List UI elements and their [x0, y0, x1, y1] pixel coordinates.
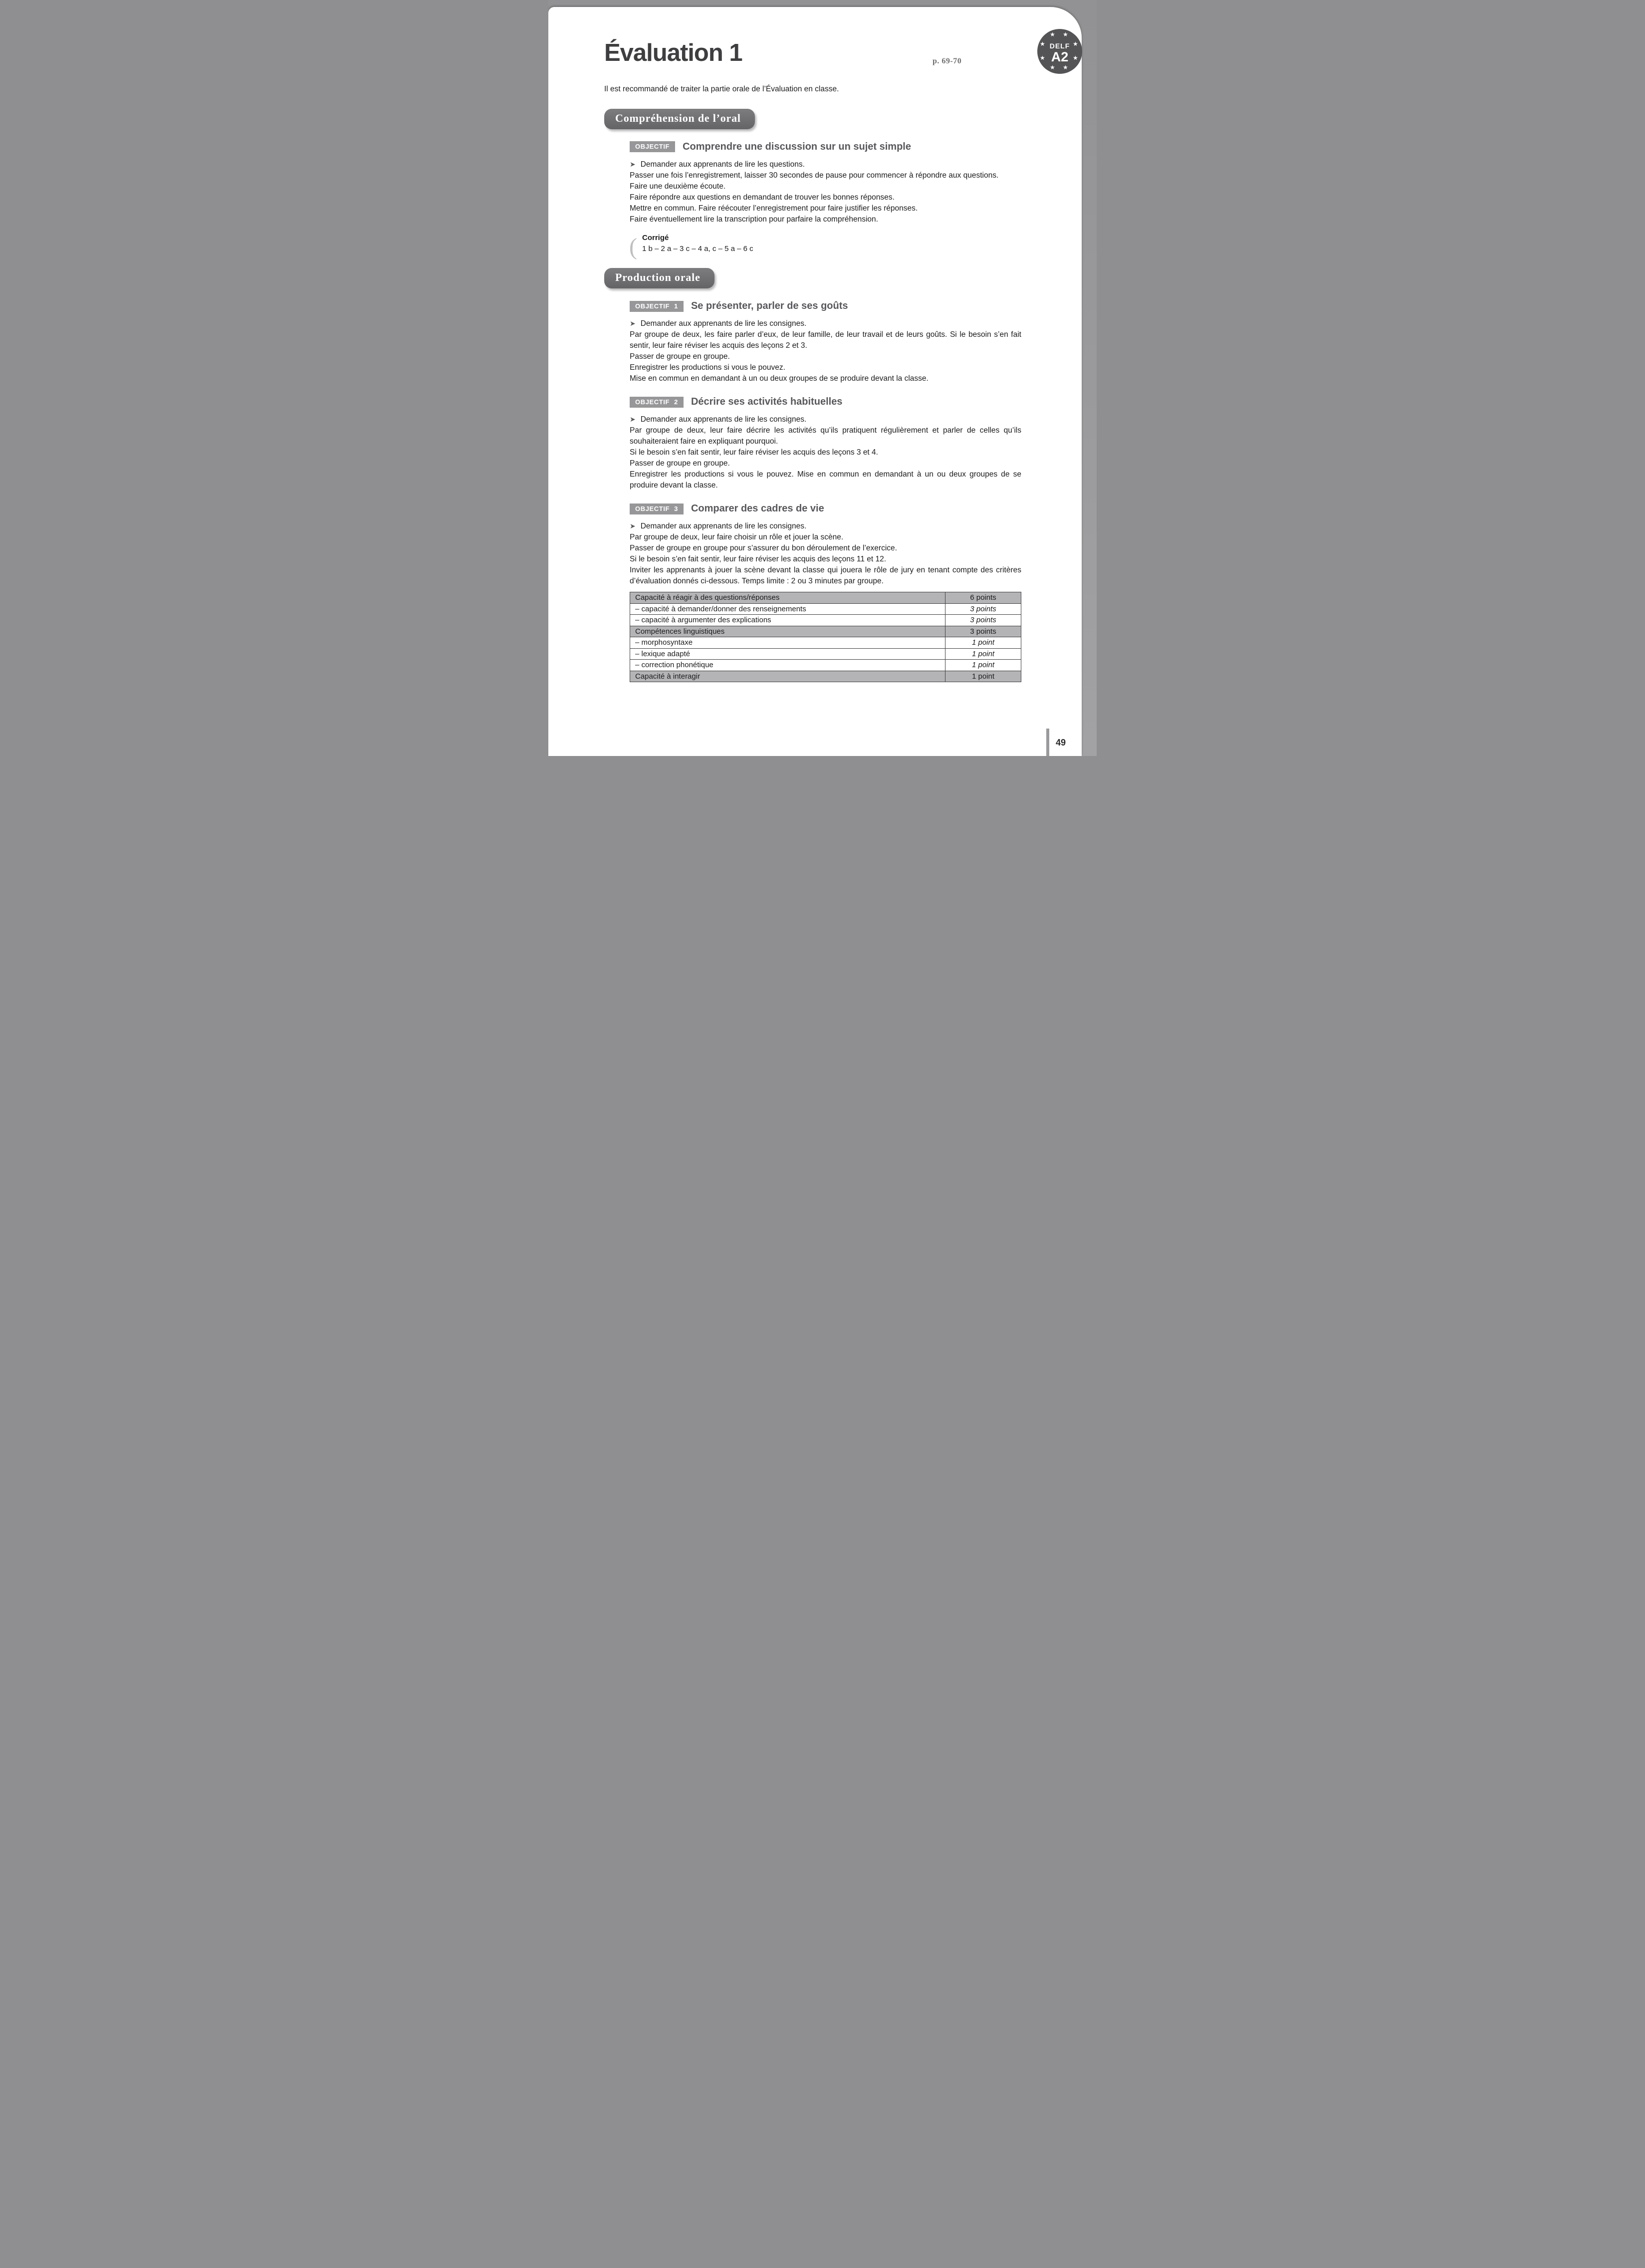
section-banner-production-orale: Production orale — [604, 268, 714, 288]
delf-badge-label: DELF — [1049, 42, 1070, 50]
star-icon: ★ — [1040, 54, 1045, 61]
points-cell: 1 point — [945, 671, 1021, 682]
objectif-title: Se présenter, parler de ses goûts — [691, 300, 848, 312]
points-cell: 3 points — [945, 626, 1021, 637]
objectif-badge — [630, 301, 684, 312]
arrow-bullet-icon: ➤ — [630, 319, 636, 328]
bullet-text: Demander aux apprenants de lire les consignes. — [640, 522, 807, 531]
objectif-badge-number: 1 — [674, 302, 678, 310]
table-row — [630, 615, 1021, 626]
objectif-badge — [630, 141, 675, 152]
bullet-text: Demander aux apprenants de lire les consignes. — [640, 319, 807, 328]
star-icon: ★ — [1063, 31, 1068, 38]
paragraph: Passer une fois l’enregistrement, laisser 30 secondes de pause pour commencer à répondre aux questions. — [630, 171, 999, 180]
page-number: 49 — [1055, 738, 1066, 748]
paragraph: Passer de groupe en groupe pour s’assurer du bon déroulement de l’exercice. — [630, 544, 897, 553]
bullet-line — [630, 521, 1021, 532]
objectif-heading-row — [630, 396, 1021, 408]
objectif-badge — [630, 397, 684, 408]
page-title: Évaluation 1 — [604, 39, 742, 66]
star-icon: ★ — [1073, 54, 1078, 61]
arrow-bullet-icon: ➤ — [630, 160, 636, 168]
delf-badge-level: A2 — [1051, 49, 1069, 64]
table-row — [630, 660, 1021, 671]
objectif-badge-label: OBJECTIF — [635, 143, 670, 151]
bullet-line — [630, 414, 1021, 425]
paragraph: Si le besoin s’en fait sentir, leur faire réviser les acquis des leçons 3 et 4. — [630, 448, 878, 457]
corrige-block — [629, 233, 1021, 260]
objectif-heading-row — [630, 300, 1021, 312]
star-icon: ★ — [1063, 64, 1068, 71]
delf-a2-badge — [1037, 29, 1082, 74]
paragraph: Passer de groupe en groupe. — [630, 352, 730, 361]
page-reference: p. 69-70 — [933, 57, 962, 65]
objectif-title: Comparer des cadres de vie — [691, 503, 824, 514]
star-icon: ★ — [1073, 40, 1078, 47]
criteria-label-cell: – correction phonétique — [630, 660, 945, 671]
bullet-text: Demander aux apprenants de lire les questions. — [640, 160, 805, 169]
objectif-badge-label: OBJECTIF — [635, 398, 670, 406]
objectif-badge-label: OBJECTIF — [635, 302, 670, 310]
section-banner-comprehension-orale: Compréhension de l’oral — [604, 109, 755, 129]
points-cell: 6 points — [945, 592, 1021, 604]
objectif-heading-row — [630, 503, 1021, 514]
bullet-line — [630, 318, 1021, 329]
criteria-label-cell: – morphosyntaxe — [630, 637, 945, 649]
paragraph: Faire répondre aux questions en demandant de trouver les bonnes réponses. — [630, 193, 895, 202]
evaluation-criteria-table — [630, 592, 1021, 682]
table-row — [630, 637, 1021, 649]
objectif-heading-row — [630, 141, 1021, 153]
arrow-bullet-icon: ➤ — [630, 522, 636, 530]
objectif-badge-label: OBJECTIF — [635, 504, 670, 512]
paragraph: Enregistrer les productions si vous le pouvez. Mise en commun en demandant à un ou deux groupes de se produire devant la classe. — [630, 470, 1021, 490]
corrige-paren-icon: ( — [629, 233, 637, 260]
table-row — [630, 603, 1021, 615]
paragraph: Faire une deuxième écoute. — [630, 182, 726, 191]
points-cell: 1 point — [945, 637, 1021, 649]
paragraph: Par groupe de deux, les faire parler d’eux, de leur famille, de leur travail et de leurs goûts. Si le besoin s’en fait sentir, leur faire réviser les acquis des leçons 2 et 3. — [630, 330, 1021, 350]
criteria-label-cell: Capacité à réagir à des questions/réponses — [630, 592, 945, 604]
arrow-bullet-icon: ➤ — [630, 415, 636, 424]
page-surface — [548, 7, 1082, 756]
bullet-line — [630, 159, 1021, 170]
corrige-answers: 1 b – 2 a – 3 c – 4 a, c – 5 a – 6 c — [642, 244, 753, 253]
paragraph: Par groupe de deux, leur faire décrire les activités qu’ils pratiquent régulièrement et parler de celles qu’ils souhaiteraient faire en expliquant pourquoi. — [630, 426, 1021, 446]
paragraph: Mettre en commun. Faire réécouter l’enregistrement pour faire justifier les réponses. — [630, 204, 918, 213]
paragraph: Si le besoin s’en fait sentir, leur faire réviser les acquis des leçons 11 et 12. — [630, 555, 887, 564]
star-icon: ★ — [1040, 40, 1045, 47]
corrige-label: Corrigé — [642, 233, 669, 242]
paragraph: Inviter les apprenants à jouer la scène devant la classe qui jouera le rôle de jury en tenant compte des critères d’évaluation donnés ci-dessous. Temps limite : 2 ou 3 minutes par groupe. — [630, 566, 1021, 586]
star-icon: ★ — [1050, 64, 1055, 71]
objectif-badge-number: 3 — [674, 504, 678, 512]
objectif-title: Décrire ses activités habituelles — [691, 396, 843, 408]
criteria-label-cell: – lexique adapté — [630, 648, 945, 660]
objectif-badge-number: 2 — [674, 398, 678, 406]
criteria-label-cell: Compétences linguistiques — [630, 626, 945, 637]
points-cell: 1 point — [945, 648, 1021, 660]
criteria-label-cell: Capacité à interagir — [630, 671, 945, 682]
intro-text: Il est recommandé de traiter la partie orale de l’Évaluation en classe. — [604, 85, 839, 93]
paragraph: Enregistrer les productions si vous le pouvez. — [630, 363, 785, 372]
bullet-text: Demander aux apprenants de lire les consignes. — [640, 415, 807, 424]
criteria-label-cell: – capacité à argumenter des explications — [630, 615, 945, 626]
paragraph: Faire éventuellement lire la transcription pour parfaire la compréhension. — [630, 215, 878, 224]
scanned-book-page — [548, 0, 1097, 756]
page-edge-bar — [1046, 729, 1049, 756]
star-icon: ★ — [1050, 31, 1055, 38]
points-cell: 3 points — [945, 615, 1021, 626]
table-row — [630, 592, 1021, 604]
table-row — [630, 648, 1021, 660]
table-row — [630, 626, 1021, 637]
objectif-badge — [630, 504, 684, 514]
table-row — [630, 671, 1021, 682]
paragraph: Par groupe de deux, leur faire choisir un rôle et jouer la scène. — [630, 533, 844, 542]
criteria-label-cell: – capacité à demander/donner des renseignements — [630, 603, 945, 615]
points-cell: 3 points — [945, 603, 1021, 615]
paragraph: Mise en commun en demandant à un ou deux groupes de se produire devant la classe. — [630, 374, 929, 383]
paragraph: Passer de groupe en groupe. — [630, 459, 730, 468]
points-cell: 1 point — [945, 660, 1021, 671]
objectif-title: Comprendre une discussion sur un sujet simple — [683, 141, 911, 152]
